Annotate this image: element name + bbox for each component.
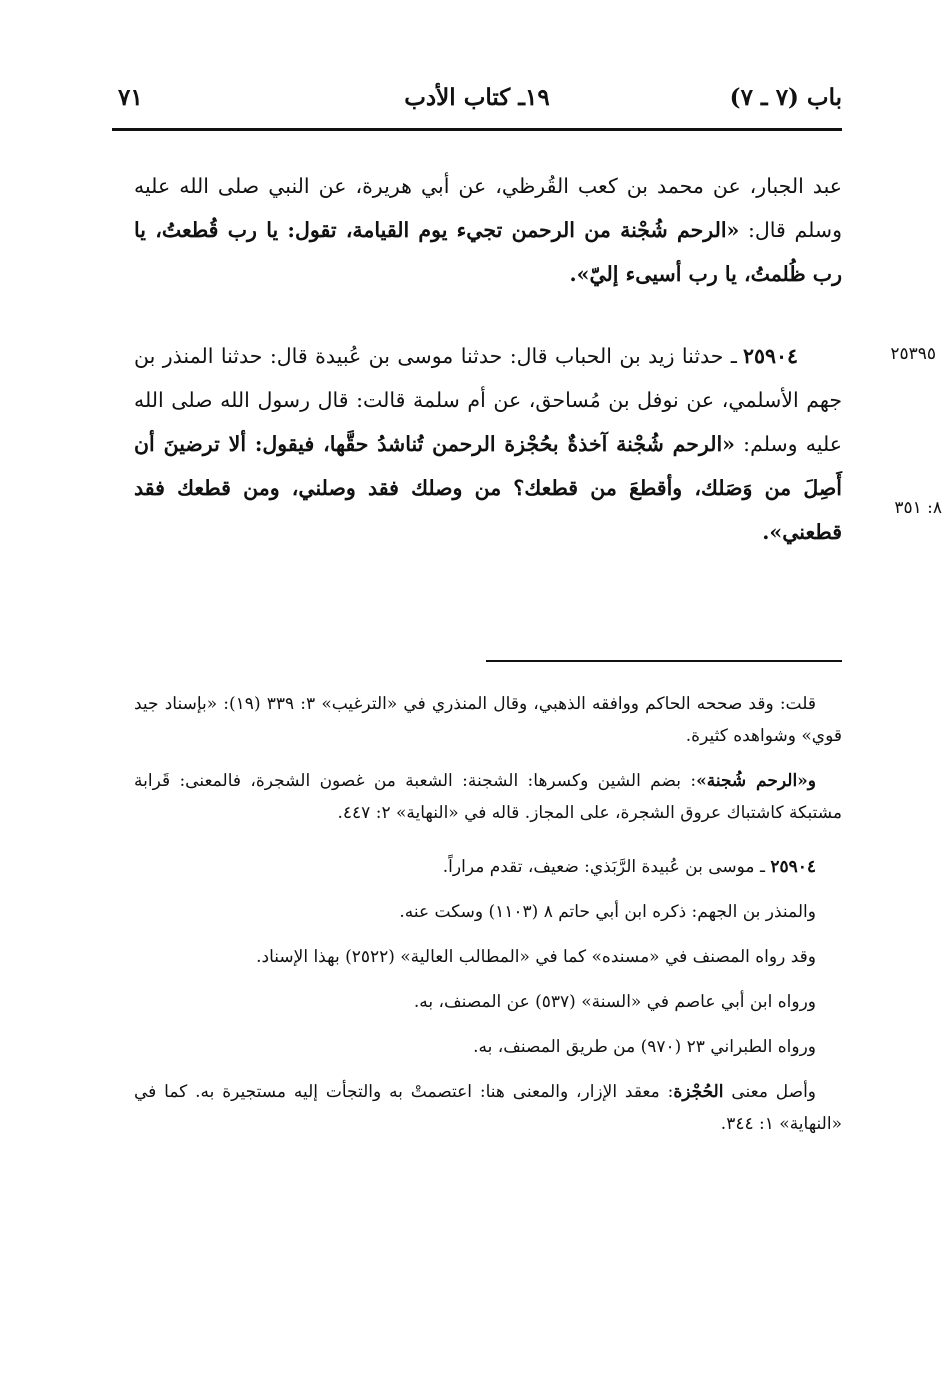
narration-chain-text: ـ حدثنا زيد بن الحباب قال: حدثنا موسى بن عُبيدة قال: حدثنا المنذر بن جهم الأسلمي، عن نوفل بن مُساحق، عن أم سلمة قالت: قال رسول الله صلى الله عليه وسلم: [134,344,842,456]
footnote-definition-shujna [134,765,842,829]
footnote-text: وأصل معنى [723,1082,817,1102]
footnote-grading: قلت: وقد صححه الحاكم ووافقه الذهبي، وقال المنذري في «الترغيب» ٣: ٣٣٩ (١٩): «بإسناد جيد قوي» وشواهده كثيرة. [134,694,842,746]
chapter-heading: باب (٧ ـ ٧) [729,84,842,111]
footnote-definition-hujza [134,1076,842,1140]
footnote-term: و«الرحم شُجنة» [696,771,816,791]
hadith-number: ٢٥٩٠٤ [742,344,798,368]
hadith-matn-text: «الرحم شُجْنة من الرحمن تجيء يوم القيامة، تقول: يا رب قُطعتُ، يا رب ظُلمتُ، يا رب أسيىء إليّ». [134,218,842,286]
footnote-hadith-number [134,851,842,883]
hadith-matn-text: «الرحم شُجْنة آخذةٌ بحُجْزة الرحمن تُناشدُ حقَّها، فيقول: ألا ترضينَ أن أَصِلَ من وَصَلك، وأقطعَ من قطعك؟ من وصلك فقد وصلني، ومن قطعك فقد قطعني». [134,432,842,544]
running-header [112,84,842,124]
footnote-narrator: والمنذر بن الجهم: ذكره ابن أبي حاتم ٨ (١١٠٣) وسكت عنه. [399,902,816,922]
footnote-text: : بضم الشين وكسرها: الشجنة: الشعبة من غصون الشجرة، فالمعنى: قَرابة مشتبكة كاشتباك عروق الشجرة، على المجاز. قاله في «النهاية» ٢: ٤٤٧. [134,771,842,823]
footnotes [134,688,842,1153]
footnote-text: : معقد الإزار، والمعنى هنا: اعتصمتْ به والتجأت إليه مستجيرة به. كما في «النهاية» ١: ٣٤٤. [134,1082,842,1134]
margin-reference-number: ٢٥٣٩٥ [890,344,936,364]
narration-chain-text: عبد الجبار، عن محمد بن كعب القُرظي، عن أبي هريرة، عن النبي صلى الله عليه وسلم قال: [134,174,842,242]
book-title: ١٩ـ كتاب الأدب [404,84,550,111]
margin-volume-page-reference: ٨: ٣٥١ [894,498,942,518]
footnote-source-musnad: وقد رواه المصنف في «مسنده» كما في «المطالب العالية» (٢٥٢٢) بهذا الإسناد. [256,947,816,967]
footnote-source-tabarani: ورواه الطبراني ٢٣ (٩٧٠) من طريق المصنف، به. [473,1037,816,1057]
footnote-source-sunna: ورواه ابن أبي عاصم في «السنة» (٥٣٧) عن المصنف، به. [413,992,816,1012]
hadith-continuation [134,164,842,296]
page-number: ٧١ [118,84,143,111]
hadith-25904 [134,334,842,554]
footnote-separator [486,660,842,662]
footnote-number: ٢٥٩٠٤ [770,857,816,877]
footnote-term: الحُجْزة [673,1082,724,1102]
footnote-text: ـ موسى بن عُبيدة الرَّبَذي: ضعيف، تقدم مراراً. [442,857,771,877]
header-rule [112,128,842,131]
